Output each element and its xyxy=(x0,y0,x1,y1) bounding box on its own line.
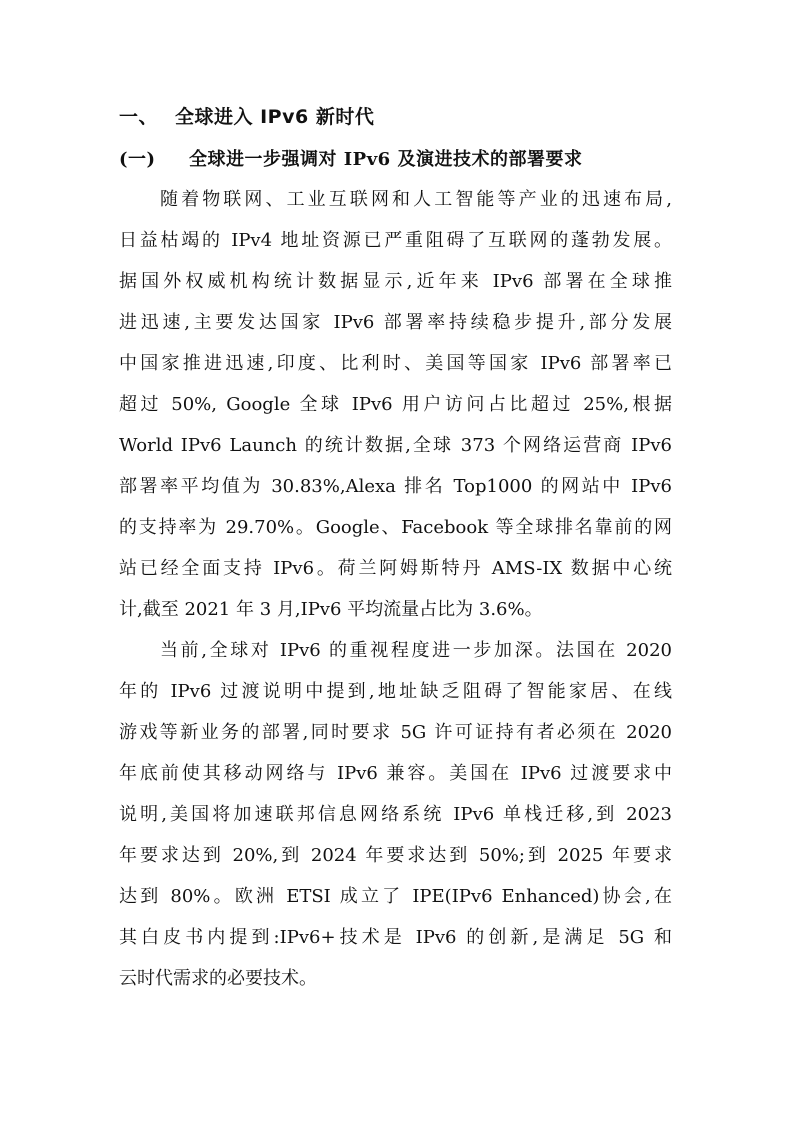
text-line: 据国外权威机构统计数据显示,近年来 IPv6 部署在全球推 xyxy=(119,271,672,292)
text-line: 云时代需求的必要技术。 xyxy=(119,968,317,989)
section-heading xyxy=(119,102,374,129)
text-line: 游戏等新业务的部署,同时要求 5G 许可证持有者必须在 2020 xyxy=(119,722,672,743)
section-title: 全球进入 IPv6 新时代 xyxy=(175,106,375,128)
text-line: 中国家推进迅速,印度、比利时、美国等国家 IPv6 部署率已 xyxy=(119,353,672,374)
text-line: 部署率平均值为 30.83%,Alexa 排名 Top1000 的网站中 IPv6 xyxy=(119,476,672,497)
text-line: 站已经全面支持 IPv6。荷兰阿姆斯特丹 AMS-IX 数据中心统 xyxy=(119,558,672,579)
text-line: 计,截至 2021 年 3 月,IPv6 平均流量占比为 3.6%。 xyxy=(119,599,543,620)
text-line: 年底前使其移动网络与 IPv6 兼容。美国在 IPv6 过渡要求中 xyxy=(119,763,672,784)
text-line: 其白皮书内提到:IPv6+技术是 IPv6 的创新,是满足 5G 和 xyxy=(119,927,672,948)
text-line: 年要求达到 20%,到 2024 年要求达到 50%;到 2025 年要求 xyxy=(119,845,672,866)
text-line: 达到 80%。欧洲 ETSI 成立了 IPE(IPv6 Enhanced)协会,在 xyxy=(119,886,672,907)
text-line: 进迅速,主要发达国家 IPv6 部署率持续稳步提升,部分发展 xyxy=(119,312,672,333)
text-line: 超过 50%, Google 全球 IPv6 用户访问占比超过 25%,根据 xyxy=(119,394,672,415)
subsection-title: 全球进一步强调对 IPv6 及演进技术的部署要求 xyxy=(189,149,583,170)
text-line: 年的 IPv6 过渡说明中提到,地址缺乏阻碍了智能家居、在线 xyxy=(119,681,672,702)
text-line: 当前,全球对 IPv6 的重视程度进一步加深。法国在 2020 xyxy=(160,640,672,661)
text-line: World IPv6 Launch 的统计数据,全球 373 个网络运营商 IPv6 xyxy=(119,435,672,456)
subsection-heading xyxy=(119,145,582,171)
section-number: 一、 xyxy=(119,106,159,128)
text-line: 随着物联网、工业互联网和人工智能等产业的迅速布局, xyxy=(160,189,672,210)
text-line: 日益枯竭的 IPv4 地址资源已严重阻碍了互联网的蓬勃发展。 xyxy=(119,230,672,251)
text-line: 的支持率为 29.70%。Google、Facebook 等全球排名靠前的网 xyxy=(119,517,672,538)
text-line: 说明,美国将加速联邦信息网络系统 IPv6 单栈迁移,到 2023 xyxy=(119,804,672,825)
subsection-number: (一) xyxy=(119,149,156,170)
